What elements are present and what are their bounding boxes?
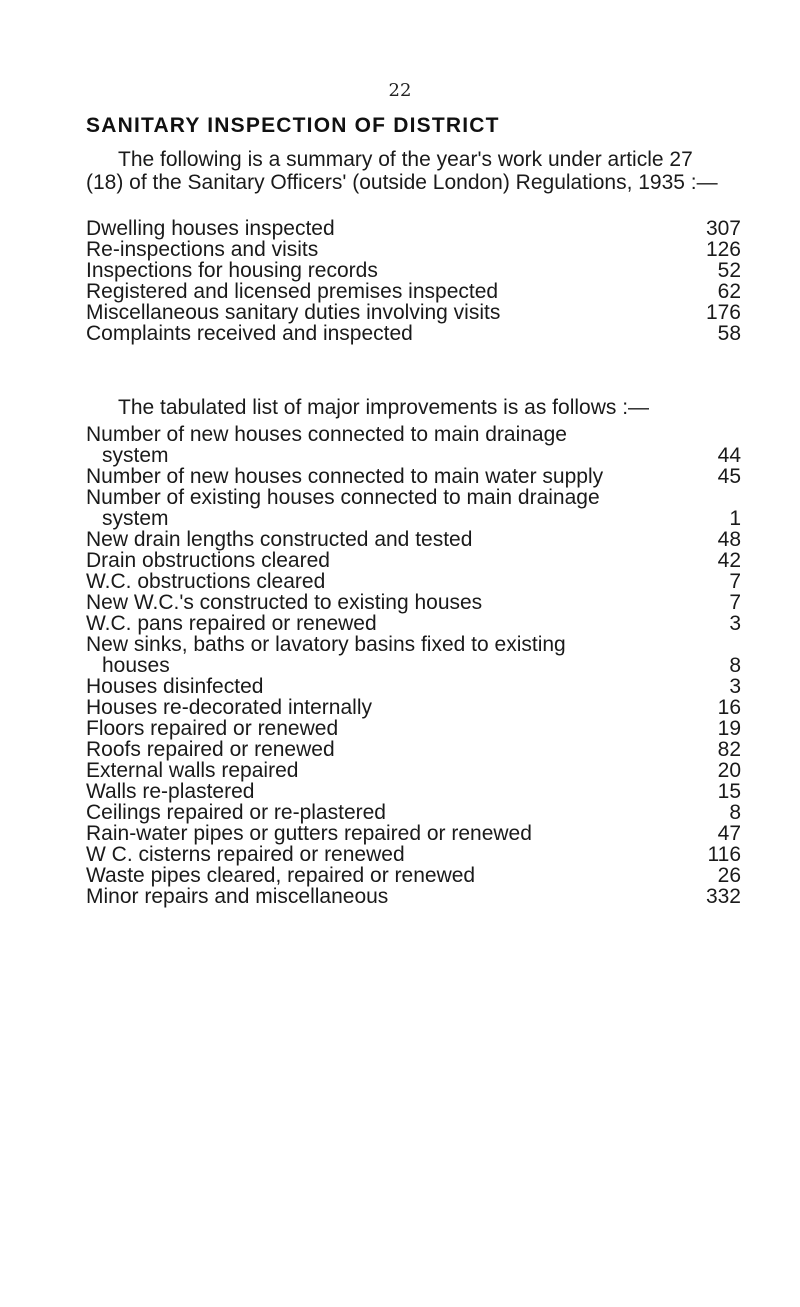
- improvement-value: 332: [705, 885, 741, 908]
- improvement-row: [86, 844, 741, 865]
- improvement-row: [86, 697, 741, 718]
- improvement-label: Minor repairs and miscellaneous: [86, 885, 389, 908]
- improvement-row: [86, 760, 741, 781]
- improvement-row: [86, 487, 741, 529]
- summary-value: 52: [717, 259, 741, 282]
- improvement-value: 19: [717, 717, 741, 740]
- improvements-list: [86, 424, 741, 907]
- improvement-row: [86, 781, 741, 802]
- improvement-label: Number of new houses connected to main drainage system: [86, 423, 567, 467]
- summary-label: Complaints received and inspected: [86, 322, 413, 345]
- page-number: 22: [388, 80, 412, 101]
- summary-label: Dwelling houses inspected: [86, 217, 335, 240]
- improvement-value: 7: [729, 570, 741, 593]
- summary-value: 62: [717, 280, 741, 303]
- improvement-value: 47: [717, 822, 741, 845]
- improvement-value: 16: [717, 696, 741, 719]
- summary-value: 58: [717, 322, 741, 345]
- summary-value: 307: [705, 217, 741, 240]
- improvement-row: [86, 424, 741, 466]
- improvement-label: Number of existing houses connected to main drainage system: [86, 486, 600, 530]
- improvement-value: 45: [717, 465, 741, 488]
- improvement-label: Waste pipes cleared, repaired or renewed: [86, 864, 476, 887]
- improvement-value: 42: [717, 549, 741, 572]
- improvements-intro: [86, 396, 746, 419]
- improvement-label: W.C. obstructions cleared: [86, 570, 326, 593]
- summary-list: [86, 218, 741, 344]
- improvement-value: 3: [729, 675, 741, 698]
- improvement-row: [86, 739, 741, 760]
- improvement-row: [86, 571, 741, 592]
- improvement-value: 116: [707, 843, 741, 866]
- summary-label: Registered and licensed premises inspected: [86, 280, 499, 303]
- improvement-row: [86, 592, 741, 613]
- improvement-label: Roofs repaired or renewed: [86, 738, 335, 761]
- summary-row: [86, 281, 741, 302]
- improvement-label: Ceilings repaired or re-plastered: [86, 801, 386, 824]
- improvement-value: 26: [717, 864, 741, 887]
- summary-value: 126: [705, 238, 741, 261]
- improvement-label: Walls re-plastered: [86, 780, 255, 803]
- improvement-label: Houses re-decorated internally: [86, 696, 372, 719]
- improvement-label: New drain lengths constructed and tested: [86, 528, 473, 551]
- page-title: SANITARY INSPECTION OF DISTRICT: [86, 114, 500, 137]
- summary-label: Miscellaneous sanitary duties involving visits: [86, 301, 501, 324]
- summary-row: [86, 323, 741, 344]
- improvement-label: Number of new houses connected to main water supply: [86, 465, 604, 488]
- improvement-value: 82: [717, 738, 741, 761]
- improvement-value: 20: [717, 759, 741, 782]
- improvement-label: W C. cisterns repaired or renewed: [86, 843, 405, 866]
- improvement-row: [86, 676, 741, 697]
- improvement-row: [86, 823, 741, 844]
- improvement-label: Rain-water pipes or gutters repaired or renewed: [86, 822, 532, 845]
- improvement-label: W.C. pans repaired or renewed: [86, 612, 377, 635]
- improvement-value: 1: [729, 507, 741, 530]
- intro-paragraph: [86, 148, 726, 194]
- improvement-label: New W.C.'s constructed to existing houses: [86, 591, 483, 614]
- improvement-row: [86, 718, 741, 739]
- improvement-label: Floors repaired or renewed: [86, 717, 339, 740]
- improvement-row: [86, 466, 741, 487]
- summary-row: [86, 239, 741, 260]
- summary-row: [86, 218, 741, 239]
- improvements-intro-text: The tabulated list of major improvements is as follows :—: [118, 396, 650, 419]
- improvement-row: [86, 613, 741, 634]
- improvement-value: 8: [729, 654, 741, 677]
- improvement-value: 3: [729, 612, 741, 635]
- intro-text: The following is a summary of the year's work under article 27 (18) of the Sanitary Officers' (outside London) Regulations, 1935 :—: [86, 148, 718, 194]
- improvement-label: Drain obstructions cleared: [86, 549, 330, 572]
- improvement-row: [86, 550, 741, 571]
- improvement-row: [86, 886, 741, 907]
- summary-row: [86, 260, 741, 281]
- improvement-value: 48: [717, 528, 741, 551]
- improvement-value: 8: [729, 801, 741, 824]
- summary-value: 176: [705, 301, 741, 324]
- improvement-row: [86, 529, 741, 550]
- improvement-row: [86, 865, 741, 886]
- improvement-value: 7: [729, 591, 741, 614]
- improvement-row: [86, 634, 741, 676]
- improvement-label: Houses disinfected: [86, 675, 264, 698]
- summary-label: Re-inspections and visits: [86, 238, 319, 261]
- improvement-label: External walls repaired: [86, 759, 299, 782]
- improvement-value: 44: [717, 444, 741, 467]
- improvement-value: 15: [717, 780, 741, 803]
- summary-label: Inspections for housing records: [86, 259, 378, 282]
- improvement-row: [86, 802, 741, 823]
- improvement-label: New sinks, baths or lavatory basins fixed to existing houses: [86, 633, 566, 677]
- summary-row: [86, 302, 741, 323]
